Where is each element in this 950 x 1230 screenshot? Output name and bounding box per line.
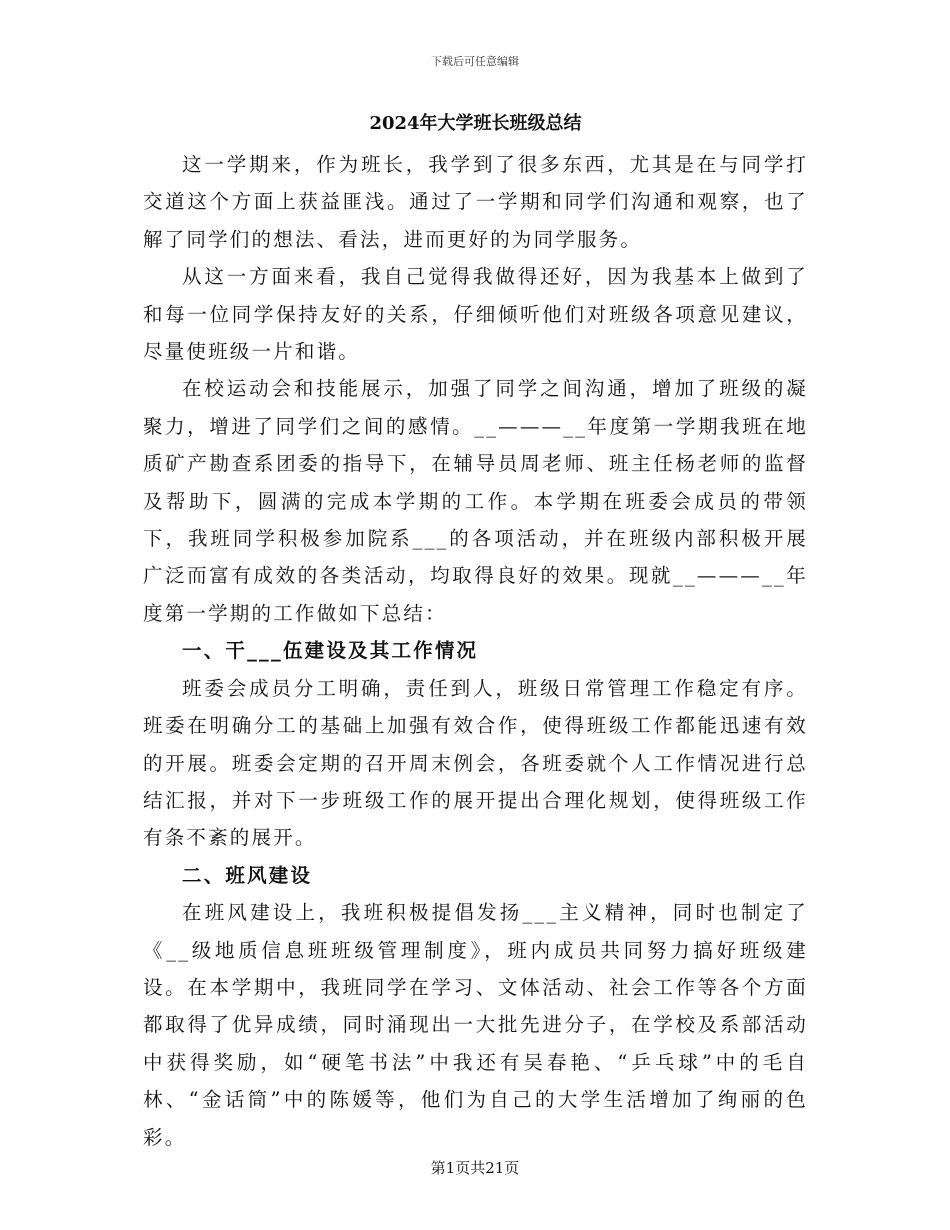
paragraph-relations: 从这一方面来看，我自己觉得我做得还好，因为我基本上做到了和每一位同学保持友好的关系，仔细倾听他们对班级各项意见建议，尽量使班级一片和谐。: [143, 265, 808, 364]
document-body: [143, 112, 808, 1156]
header-note: 下载后可任意编辑: [431, 55, 519, 68]
section-heading-class-style: 二、班风建设: [182, 863, 313, 887]
paragraph-cadre: 班委会成员分工明确，责任到人，班级日常管理工作稳定有序。班委在明确分工的基础上加强有效合作，使得班级工作都能迅速有效的开展。班委会定期的召开周末例会，各班委就个人工作情况进行总结汇报，并对下一步班级工作的展开提出合理化规划，使得班级工作有条不紊的展开。: [143, 676, 808, 850]
paragraph-intro: 这一学期来，作为班长，我学到了很多东西，尤其是在与同学打交道这个方面上获益匪浅。通过了一学期和同学们沟通和观察，也了解了同学们的想法、看法，进而更好的为同学服务。: [143, 153, 808, 251]
section-heading-cadre: 一、干___伍建设及其工作情况: [182, 639, 479, 663]
page-footer: 第1页共21页: [430, 1159, 520, 1177]
paragraph-activities: 在校运动会和技能展示，加强了同学之间沟通，增加了班级的凝聚力，增进了同学们之间的感情。__———__年度第一学期我班在地质矿产勘查系团委的指导下，在辅导员周老师、班主任杨老师的监督及帮助下，圆满的完成本学期的工作。本学期在班委会成员的带领下，我班同学积极参加院系___的各项活动，并在班级内部积极开展广泛而富有成效的各类活动，均取得良好的效果。现就__———__年度第一学期的工作做如下总结：: [143, 377, 808, 625]
document-title: 2024年大学班长班级总结: [369, 113, 582, 134]
paragraph-class-style: 在班风建设上，我班积极提倡发扬___主义精神，同时也制定了《__级地质信息班班级管理制度》，班内成员共同努力搞好班级建设。在本学期中，我班同学在学习、文体活动、社会工作等各个方面都取得了优异成绩，同时涌现出一大批先进分子，在学校及系部活动中获得奖励，如“硬笔书法”中我还有吴春艳、“乒乓球”中的毛自林、“金话筒”中的陈媛等，他们为自己的大学生活增加了绚丽的色彩。: [143, 901, 808, 1149]
